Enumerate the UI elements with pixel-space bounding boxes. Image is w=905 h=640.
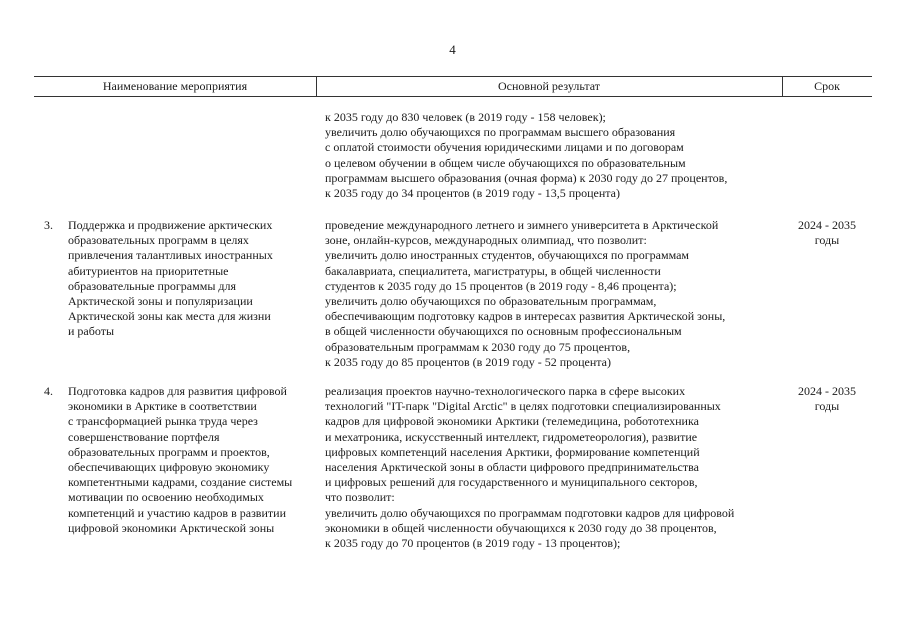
text-line: совершенствование портфеля — [68, 429, 220, 444]
text-line: кадров для цифровой экономики Арктики (телемедицина, робототехника — [325, 414, 699, 429]
text-line: и мехатроника, искусственный интеллект, гидрометеорология), развитие — [325, 429, 698, 444]
text-line: к 2035 году до 70 процентов (в 2019 году - 13 процентов); — [325, 536, 621, 551]
text-line: 2024 - 2035 — [798, 384, 856, 398]
text-line: населения Арктической зоны в области цифрового предпринимательства — [325, 460, 699, 475]
text-line: увеличить долю иностранных студентов, обучающихся по программам — [325, 248, 690, 263]
text-line: проведение международного летнего и зимнего университета в Арктической — [325, 218, 719, 232]
text-line: привлечения талантливых иностранных — [68, 248, 273, 263]
text-line: что позволит: — [325, 490, 395, 505]
header-top-rule — [34, 76, 872, 77]
text-line: образовательные программы для — [68, 278, 236, 293]
text-line: цифровых компетенций населения Арктики, формирование компетенций — [325, 444, 700, 459]
text-line: годы — [814, 233, 840, 248]
text-line: обеспечивающим подготовку кадров в интересах развития Арктической зоны, — [325, 309, 726, 324]
text-line: технологий "IT-парк "Digital Arctic" в целях подготовки специализированных — [325, 399, 721, 414]
text-line: к 2035 году до 85 процентов (в 2019 году - 52 процента) — [325, 354, 612, 369]
text-line: с трансформацией рынка труда через — [68, 414, 258, 429]
text-line: зоне, онлайн-курсов, международных олимпиад, что позволит: — [325, 233, 647, 248]
text-line: Арктической зоны и популяризации — [68, 294, 253, 309]
row-number: 3. — [44, 218, 53, 232]
text-line: и цифровых решений для государственного и муниципального секторов, — [325, 475, 698, 490]
text-line: Подготовка кадров для развития цифровой — [68, 384, 287, 398]
text-line: программам высшего образования (очная форма) к 2030 году до 27 процентов, — [325, 170, 728, 185]
text-line: образовательных программ и проектов, — [68, 444, 270, 459]
text-line: обеспечивающих цифровую экономику — [68, 460, 270, 475]
text-line: компетенций и участию кадров в развитии — [68, 505, 286, 520]
page-number: 4 — [449, 42, 456, 57]
row-term — [782, 218, 872, 248]
text-line: годы — [814, 399, 840, 414]
text-line: с оплатой стоимости обучения юридическими лицами и по договорам — [325, 140, 684, 155]
text-line: компетентными кадрами, создание системы — [68, 475, 293, 490]
text-line: образовательным программам к 2030 году до 75 процентов, — [325, 339, 631, 354]
text-line: образовательных программ в целях — [68, 233, 249, 248]
text-line: в общей численности обучающихся по основным профессиональным — [325, 324, 682, 339]
text-line: увеличить долю обучающихся по программам высшего образования — [325, 125, 676, 140]
continuation-result — [325, 110, 727, 201]
header-term: Срок — [814, 79, 840, 93]
text-line: и работы — [68, 324, 115, 339]
row-result — [325, 384, 734, 551]
text-line: увеличить долю обучающихся по образовательным программам, — [325, 294, 657, 309]
text-line: 2024 - 2035 — [798, 218, 856, 232]
header-result: Основной результат — [497, 79, 600, 93]
text-line: цифровой экономики Арктической зоны — [68, 520, 275, 535]
text-line: мотивации по освоению необходимых — [68, 490, 264, 505]
text-line: Арктической зоны как места для жизни — [68, 309, 271, 324]
row-event — [68, 218, 273, 340]
text-line: увеличить долю обучающихся по программам подготовки кадров для цифровой — [325, 505, 735, 520]
text-line: бакалавриата, специалитета, магистратуры, в общей численности — [325, 263, 661, 278]
text-line: реализация проектов научно-технологического парка в сфере высоких — [325, 384, 686, 398]
row-event — [68, 384, 292, 536]
row-number: 4. — [44, 384, 53, 398]
row-term — [782, 384, 872, 414]
text-line: экономики в общей численности обучающихся к 2030 году до 38 процентов, — [325, 520, 717, 535]
text-line: студентов к 2035 году до 15 процентов (в 2019 году - 8,46 процента); — [325, 278, 677, 293]
text-line: Поддержка и продвижение арктических — [68, 218, 273, 232]
text-line: абитуриентов на приоритетные — [68, 263, 229, 278]
header-event: Наименование мероприятия — [102, 79, 248, 93]
text-line: к 2035 году до 34 процентов (в 2019 году - 13,5 процента) — [325, 186, 621, 201]
text-line: о целевом обучении в общем числе обучающихся по образовательным — [325, 155, 686, 170]
text-line: экономики в Арктике в соответствии — [68, 399, 257, 414]
header-bottom-rule — [34, 96, 872, 97]
text-line: к 2035 году до 830 человек (в 2019 году - 158 человек); — [325, 110, 606, 124]
row-result — [325, 218, 725, 370]
